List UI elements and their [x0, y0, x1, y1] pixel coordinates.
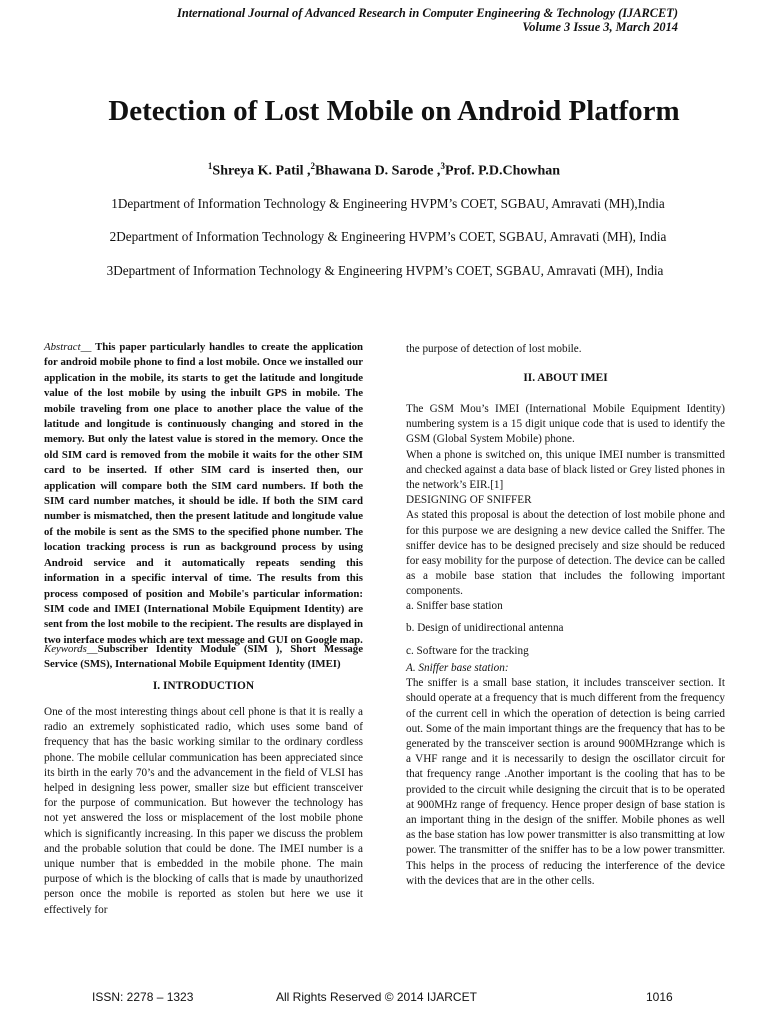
list-item-unidirectional-antenna: b. Design of unidirectional antenna — [406, 622, 564, 634]
affiliation-3: 3Department of Information Technology & Engineering HVPM’s COET, SGBAU, Amravati (MH), India — [106, 263, 664, 278]
author-3-sup: 3 — [440, 161, 445, 171]
right-column-continuation: the purpose of detection of lost mobile. — [406, 343, 582, 355]
journal-name: International Journal of Advanced Research in Computer Engineering & Technology (IJARCET) — [177, 6, 678, 20]
imei-section — [406, 402, 725, 600]
author-1-sup: 1 — [207, 161, 213, 171]
section-heading-introduction: I. INTRODUCTION — [152, 680, 255, 692]
list-item-tracking-software: c. Software for the tracking — [406, 645, 529, 657]
imei-paragraph-1: The GSM Mou’s IMEI (International Mobile Equipment Identity) numbering system is a 15 digit unique code that is used to identify the GSM (Global System Mobile) phone. — [406, 403, 725, 446]
author-2: Bhawana D. Sarode , — [315, 163, 441, 179]
author-1: Shreya K. Patil , — [212, 163, 311, 179]
footer-issn: ISSN: 2278 – 1323 — [92, 990, 194, 1004]
footer-page-number: 1016 — [646, 990, 673, 1004]
keywords-lead: Keywords__ — [44, 643, 98, 655]
sniffer-paragraph: As stated this proposal is about the detection of lost mobile phone and for this purpose we are designing a new device called the Sniffer. The sniffer device has to be designed precisely and size should be reduced for easy mobility for the purpose of detection. The device can be called as a mobile base station that includes the following important components. — [406, 509, 725, 598]
sniffer-base-station-section — [406, 661, 725, 889]
introduction-text: One of the most interesting things about cell phone is that it is really a radio an extremely sophisticated radio, which uses some band of frequency that has the basic working similar to the ordinary cordless phone. The mobile cellular communication has been appreciated since its birth in the early 70’s and the advancement in the field of VLSI has helped in designing less power, smaller size but efficient transceiver for the purpose of communication. But however the technology has not yet answered the loss or misplacement of the lost mobile phone which is significantly increasing. In this paper we discuss the problem and the probable solution that could be done. The IMEI number is a unique number that is embedded in the mobile phone. The main purpose of which is the blocking of calls that is made by unauthorized person once the mobile is reported as stolen but here we use it effectively for — [44, 706, 363, 916]
keywords — [44, 642, 363, 673]
abstract — [44, 340, 363, 648]
sniffer-heading: DESIGNING OF SNIFFER — [406, 494, 532, 507]
keywords-text: Subscriber Identity Module (SIM ), Short Message Service (SMS), International Mobile Equipment Identity (IMEI) — [44, 643, 363, 671]
journal-header — [78, 6, 678, 34]
author-3: Prof. P.D.Chowhan — [444, 163, 561, 179]
section-heading-imei: II. ABOUT IMEI — [523, 372, 608, 384]
affiliation-1: 1Department of Information Technology & Engineering HVPM’s COET, SGBAU, Amravati (MH),India — [111, 196, 665, 211]
abstract-lead: Abstract__ — [44, 341, 92, 353]
author-line — [0, 161, 768, 180]
affiliation-2: 2Department of Information Technology & Engineering HVPM’s COET, SGBAU, Amravati (MH), India — [109, 229, 667, 244]
list-item-sniffer-base-station: a. Sniffer base station — [406, 600, 503, 612]
subsection-heading-sniffer-base-station: A. Sniffer base station: — [406, 662, 509, 674]
journal-volume: Volume 3 Issue 3, March 2014 — [522, 20, 678, 34]
author-2-sup: 2 — [310, 161, 316, 171]
footer-rights: All Rights Reserved © 2014 IJARCET — [276, 990, 477, 1004]
paper-title: Detection of Lost Mobile on Android Platform — [108, 95, 680, 127]
sniffer-base-station-text: The sniffer is a small base station, it includes transceiver section. It should operate at a frequency that is much different from the frequency of the current cell in which the operation of detection is being carried out. Some of the main important things are the frequency that has to be generated by the transceiver section is around 900MHzrange which is a VHF range and it is necessarily to design the oscillator circuit for that frequency range .Another important is the cooling that has to be provided to the circuit while designing the circuit that is to be operated at 900MHz range of frequency. Hence proper design of base station is an important thing in the design of the sniffer. Mobile phones as well as the base station has low power transmitter is also transmitting at low power. The transmitter of the sniffer has to be a low power transmitter. This helps in the process of reducing the interference of the device with the devices that are in the other cells. — [406, 677, 725, 887]
abstract-text: This paper particularly handles to create the application for android mobile phone to find a lost mobile. Once we installed our application in the mobile, its starts to get the latitude and longitude value of the lost mobile by using the inbuilt GPS in mobile. The mobile traveling from one place to another place the value of the latitude and longitude is continuously changing and stored in the memory. But only the latest value is stored in the memory. Once the old SIM card is removed from the mobile it waits for the other SIM card to be inserted. If other SIM card is inserted then, our application will compare both the SIM card numbers. If both the SIM card number matches, it should be idle. If both the SIM card number is mismatched, then the present latitude and longitude value of the mobile is sent as the SMS to the specified phone number. The location tracking process is run as background process by using Android service and it automatically repeats sending this information in a specific interval of time. The results from this process composed of position and Mobile's particular information: SIM code and IMEI (International Mobile Equipment Identity) are sent from the lost mobile to the recipient. The results are displayed in two interface modes which are text message and GUI on Google map. — [44, 341, 363, 646]
imei-paragraph-2: When a phone is switched on, this unique IMEI number is transmitted and checked against a data base of black listed or Grey listed phones in the network’s EIR.[1] — [406, 448, 725, 492]
